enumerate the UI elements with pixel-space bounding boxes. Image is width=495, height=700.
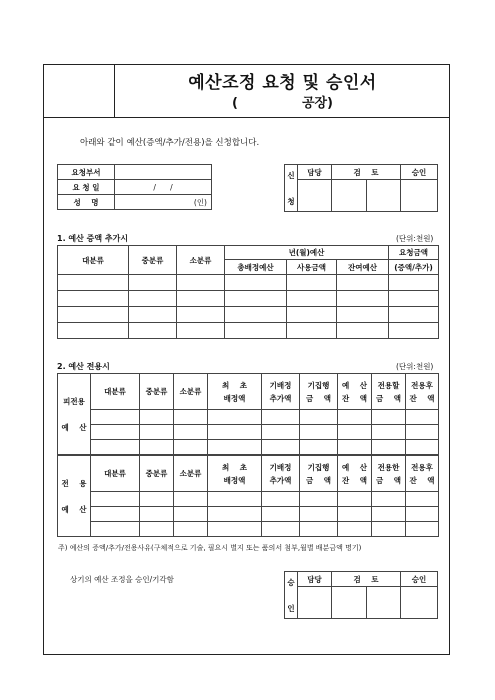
from-header-transfer: 전용할 금 액 — [372, 374, 406, 410]
seal-mark: (인) — [193, 197, 207, 207]
section1-title: 1. 예산 증액 추가시 — [57, 234, 129, 243]
final-approval-header-staff: 담당 — [298, 572, 332, 587]
date-field[interactable]: / / — [115, 180, 212, 195]
req-approval-header-approve: 승인 — [401, 165, 438, 180]
from-row — [58, 440, 439, 455]
s1-row — [58, 291, 439, 307]
title-box — [43, 64, 450, 118]
from-header-minor: 소분류 — [174, 374, 208, 410]
section1-table — [57, 245, 439, 339]
from-header-executed: 기집행 금 액 — [300, 374, 338, 410]
to-header-initial: 최 초 배정액 — [208, 456, 262, 492]
approve-statement: 상기의 예산 조정을 승인/기각함 — [70, 575, 174, 584]
s1-header-used: 사용금액 — [287, 260, 337, 275]
to-header-middle: 중분류 — [140, 456, 174, 492]
to-header-major: 대분류 — [91, 456, 140, 492]
from-header-initial: 최 초 배정액 — [208, 374, 262, 410]
s1-header-minor: 소분류 — [177, 246, 225, 275]
to-row — [58, 492, 439, 507]
from-header-prior-added: 기배정 추가액 — [262, 374, 300, 410]
document-subtitle — [115, 92, 450, 111]
s1-row — [58, 275, 439, 291]
to-header-after: 전용후 잔 액 — [406, 456, 439, 492]
to-side-label — [58, 456, 91, 537]
subtitle-factory: 공장) — [301, 96, 333, 111]
section2-to-table — [57, 455, 439, 537]
req-sign-review[interactable] — [332, 180, 401, 212]
final-sign-staff[interactable] — [298, 587, 332, 619]
title-left-cell — [43, 64, 115, 117]
dept-field[interactable] — [115, 165, 212, 180]
from-header-middle: 중분류 — [140, 374, 174, 410]
from-row — [58, 425, 439, 440]
final-sign-approve[interactable] — [401, 587, 438, 619]
requester-table — [57, 164, 212, 210]
document-title: 예산조정 요청 및 승인서 — [188, 73, 377, 93]
s1-header-major: 대분류 — [58, 246, 129, 275]
request-side-label — [285, 165, 298, 212]
from-side-label — [58, 374, 91, 455]
req-sign-staff[interactable] — [298, 180, 332, 212]
form-frame — [43, 64, 450, 655]
to-header-prior-added: 기배정 추가액 — [262, 456, 300, 492]
dept-label: 요청부서 — [58, 165, 115, 180]
req-sign-approve[interactable] — [401, 180, 438, 212]
name-field[interactable] — [115, 195, 212, 210]
from-header-balance: 예 산 잔 액 — [338, 374, 372, 410]
s1-header-total-budget: 총배정예산 — [225, 260, 287, 275]
to-row — [58, 522, 439, 537]
s1-header-year-budget: 년(월)예산 — [225, 246, 389, 260]
to-header-minor: 소분류 — [174, 456, 208, 492]
from-side-label-2: 예 산 — [61, 422, 87, 432]
subtitle-open-paren: ( — [231, 96, 238, 111]
final-approval-header-review: 검 토 — [332, 572, 401, 587]
from-row — [58, 410, 439, 425]
from-side-label-1: 피전용 — [63, 396, 85, 406]
footnote: 주) 예산의 증액/추가/전용사유(구체적으로 기술, 필요시 별지 또는 품의서 첨부,월별 배분금액 명기) — [58, 544, 362, 552]
final-sign-review[interactable] — [332, 587, 401, 619]
intro-text: 아래와 같이 예산(증액/추가/전용)을 신청합니다. — [80, 138, 260, 148]
to-side-label-1: 전 용 — [61, 478, 87, 488]
final-side-label-2: 인 — [287, 603, 295, 613]
s1-header-remaining: 잔여예산 — [337, 260, 389, 275]
section1-unit: (단위:천원) — [396, 234, 434, 243]
request-side-label-1: 신 — [287, 170, 295, 180]
final-side-label-1: 승 — [287, 577, 295, 587]
section2-title: 2. 예산 전용시 — [57, 362, 110, 371]
s1-row — [58, 323, 439, 339]
section2-unit: (단위:천원) — [396, 362, 434, 371]
to-header-balance: 예 산 잔 액 — [338, 456, 372, 492]
date-label: 요 청 일 — [58, 180, 115, 195]
name-label: 성 명 — [58, 195, 115, 210]
request-side-label-2: 청 — [287, 196, 295, 206]
final-side-label — [285, 572, 298, 619]
to-header-executed: 기집행 금 액 — [300, 456, 338, 492]
request-approval-table — [284, 164, 438, 212]
s1-header-request-sub: (증액/추가) — [389, 260, 439, 275]
from-header-major: 대분류 — [91, 374, 140, 410]
to-header-transferred: 전용한 금 액 — [372, 456, 406, 492]
to-row — [58, 507, 439, 522]
final-approval-table — [284, 571, 438, 619]
final-approval-header-approve: 승인 — [401, 572, 438, 587]
to-side-label-2: 예 산 — [61, 504, 87, 514]
req-approval-header-staff: 담당 — [298, 165, 332, 180]
req-approval-header-review: 검 토 — [332, 165, 401, 180]
section2-from-table — [57, 373, 439, 455]
from-header-after: 전용후 잔 액 — [406, 374, 439, 410]
s1-header-request-amount: 요청금액 — [389, 246, 439, 260]
s1-header-middle: 중분류 — [129, 246, 177, 275]
s1-row — [58, 307, 439, 323]
